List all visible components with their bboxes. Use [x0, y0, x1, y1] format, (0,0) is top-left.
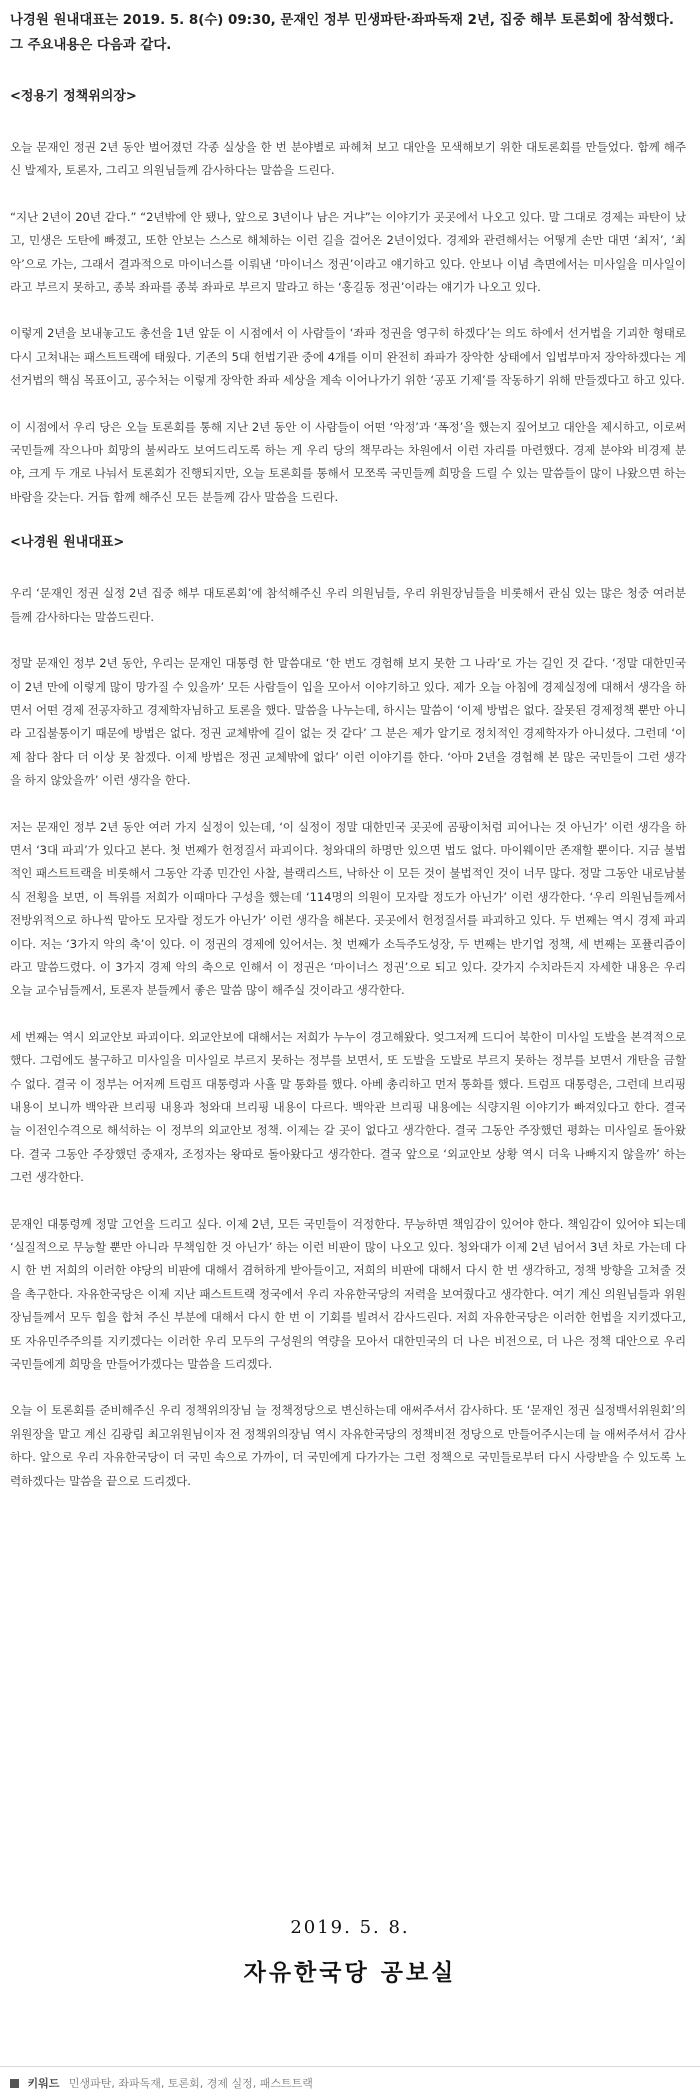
section-title: <정용기 정책위의장> — [10, 89, 137, 104]
paragraph: 세 번째는 역시 외교안보 파괴이다. 외교안보에 대해서는 저희가 누누이 경고해왔다. 엊그저께 드디어 북한이 미사일 도발을 본격적으로 했다. 그럼에도 불구하고 미사일을 미사일로 부르지 못하는 정부를 보면서, 또 도발을 도발로 부르지 못하는 정부를 보면서 개탄을 금할 수 없다. 결국 이 정부는 어저께 트럼프 대통령과 사흘 말 통화를 했다. 아베 총리하고 먼저 통화를 했다. 트럼프 대통령은, 그런데 브리핑 내용이 보니까 백악관 브리핑 내용과 청와대 브리핑 내용이 다르다. 백악관 브리핑 내용에는 식량지원 이야기가 빠져있다고 한다. 결국 늘 이전인수격으로 해석하는 이 정부의 외교안보 정책. 이제는 갈 곳이 없다고 생각한다. 결국 그동안 주장했던 평화는 미사일로 돌아왔다. 결국 그동안 주장했던 중재자, 조정자는 왕따로 돌아왔다고 생각한다. 결국 앞으로 ‘외교안보 상황 역시 더욱 나빠지지 않을까’ 하는 그런 생각한다. — [10, 1029, 686, 1185]
tag-icon — [10, 2079, 19, 2088]
paragraph: 정말 문재인 정부 2년 동안, 우리는 문재인 대통령 한 말씀대로 ‘한 번도 경험해 보지 못한 그 나라’로 가는 길인 것 같다. ‘정말 대한민국이 2년 만에 이렇게 많이 망가질 수 있을까’ 모든 사람들이 입을 모아서 이야기하고 있다. 제가 오늘 아침에 경제실정에 대해서 생각을 하면서 어떤 경제 전공자하고 경제학자님하고 토론을 했다. 말씀을 나누는데, 하시는 말씀이 ‘이제 방법은 없다. 잘못된 경제정책 뿐만 아니라 고집불통이기 때문에 방법은 없다. 정권 교체밖에 길이 없는 것 같다’ 그 분은 제가 알기로 정치적인 경제학자가 아니셨다. 그런데 ‘이제 참다 참다 더 이상 못 참겠다. 이제 방법은 정권 교체밖에 없다’ 이런 이야기를 한다. ‘아마 2년을 경험해 본 많은 국민들이 그런 생각을 하지 않았을까’ 이런 생각을 한다. — [10, 656, 686, 788]
paragraph: 문재인 대통령께 정말 고언을 드리고 싶다. 이제 2년, 모든 국민들이 걱정한다. 무능하면 책임감이 있어야 한다. 책임감이 있어야 되는데 ‘실질적으로 무능할 뿐만 아니라 무책임한 것 아닌가’ 하는 이런 비판이 많이 나오고 있다. 청와대가 이제 2년 넘어서 3년 차로 가는데 다시 한 번 저희의 이러한 야당의 비판에 대해서 겸허하게 받아들이고, 저희의 비판에 대해서 다시 한 번 생각하고, 정책 방향을 고쳐줄 것을 촉구한다. 자유한국당은 이제 지난 패스트트랙 정국에서 우리 자유한국당의 저력을 보여줬다고 생각한다. 여기 계신 의원님들과 위원장님들께서 모두 힘을 합쳐 주신 부분에 대해서 다시 한 번 이 기회를 빌려서 감사드린다. 저희 자유한국당은 이러한 헌법을 지키겠다고, 또 자유민주주의를 지키겠다는 이러한 우리 모두의 구성원의 역량을 모아서 대한민국의 더 나은 비전으로, 더 나은 정책 대안으로 우리 국민들에게 희망을 만들어가겠다는 말씀을 드리겠다. — [10, 1216, 686, 1372]
paragraph: 우리 ‘문재인 정권 실정 2년 집중 해부 대토론회’에 참석해주신 우리 의원님들, 우리 위원장님들을 비롯해서 관심 있는 많은 청중 여러분들께 감사하다는 말씀드린다. — [10, 586, 686, 624]
section-floor-leader — [10, 532, 686, 1493]
section-title: <나경원 원내대표> — [10, 535, 125, 551]
paragraph: 이렇게 2년을 보내놓고도 총선을 1년 앞둔 이 시점에서 이 사람들이 ‘좌파 정권을 영구히 하겠다’는 의도 하에서 선거법을 기괴한 형태로 다시 고쳐내는 패스트트랙에 태웠다. 기존의 5대 헌법기관 중에 4개를 이미 완전히 좌파가 장악한 상태에서 입법부마저 장악하겠다는 게 선거법의 핵심 목표이고, 공수처는 이렇게 장악한 좌파 세상을 계속 이어나가기 위한 ‘공포 기제’를 작동하기 위해 만들겠다고 하고 있다. — [10, 326, 686, 388]
paragraph: “지난 2년이 20년 같다.” “2년밖에 안 됐나, 앞으로 3년이나 남은 거냐”는 이야기가 곳곳에서 나오고 있다. 말 그대로 경제는 파탄이 났고, 민생은 도탄에 빠졌고, 또한 안보는 스스로 해체하는 이런 길을 걸어온 2년이었다. 경제와 관련해서는 어떻게 손만 대면 ‘최저’, ‘최악’으로 가는, 그래서 결과적으로 마이너스를 이뤄낸 ‘마이너스 정권’이라고 얘기하고 있다. 안보나 이념 측면에서는 미사일을 미사일이라고 부르지 못하고, 종북 좌파를 종북 좌파로 부르지 말라고 하는 ‘홍길동 정권’이라는 얘기가 나오고 있다. — [10, 209, 686, 295]
paragraph: 이 시점에서 우리 당은 오늘 토론회를 통해 지난 2년 동안 이 사람들이 어떤 ‘악정’과 ‘폭정’을 했는지 짚어보고 대안을 제시하고, 이로써 국민들께 작으나마 희망의 불씨라도 보여드리도록 하는 게 우리 당의 책무라는 차원에서 이런 자리를 마련했다. 경제 분야와 비경제 분야, 크게 두 개로 나눠서 토론회가 진행되지만, 오늘 토론회를 통해서 모쪼록 국민들께 희망을 드릴 수 있는 말씀들이 많이 나왔으면 하는 바람을 갖는다. 거듭 함께 해주신 모든 분들께 감사 말씀을 드린다. — [10, 419, 686, 504]
section-policy-chair — [10, 86, 686, 509]
keyword-label: 키워드 — [27, 2077, 60, 2090]
keyword-bar — [0, 2066, 700, 2100]
paragraph: 저는 문재인 정부 2년 동안 여러 가지 실정이 있는데, ‘이 실정이 정말 대한민국 곳곳에 곰팡이처럼 피어나는 것 아닌가’ 이런 생각을 하면서 ‘3대 파괴’가 있다고 본다. 첫 번째가 헌정질서 파괴이다. 청와대의 하명만 있으면 법도 없다. 마이웨이만 존재할 뿐이다. 지금 불법적인 패스트트랙을 비롯해서 그동안 각종 민간인 사찰, 블랙리스트, 낙하산 이 모든 것이 불법적인 것이 너무 많다. 정말 그동안 내로남불식 전횡을 보면, 이 특위를 저희가 이때마다 구성을 했는데 ‘114명의 의원이 모자랄 정도가 아닌가’ 이런 생각한다. ‘우리 의원님들께서 전방위적으로 하나씩 맡아도 모자랄 정도가 아닌가’ 이런 생각을 해본다. 곳곳에서 헌정질서를 파괴하고 있다. 두 번째는 역시 경제 파괴이다. 저는 ‘3가지 악의 축’이 있다. 이 정권의 경제에 있어서는. 첫 번째가 소득주도성장, 두 번째는 반기업 정책, 세 번째는 포퓰리즘이라고 말씀드렸다. 이 3가지 경제 악의 축으로 인해서 이 정권은 ‘마이너스 정권’으로 되고 있다. 갖가지 수치라든지 자세한 내용은 우리 오늘 교수님들께서, 토론자 분들께서 좋은 말씀 많이 해주실 것이라고 생각한다. — [10, 819, 686, 998]
intro-text: 나경원 원내대표는 2019. 5. 8(수) 09:30, 문재인 정부 민생파탄·좌파독재 2년, 집중 해부 토론회에 참석했다. 그 주요내용은 다음과 같다. — [10, 13, 674, 53]
paragraph: 오늘 문재인 정권 2년 동안 벌어졌던 각종 실상을 한 번 분야별로 파헤쳐 보고 대안을 모색해보기 위한 대토론회를 만들었다. 함께 해주신 발제자, 토론자, 그리고 의원님들께 감사하다는 말씀을 드린다. — [10, 140, 686, 178]
release-date: 2019. 5. 8. — [290, 1917, 410, 1938]
document-body — [10, 8, 686, 1516]
issuer-name: 자유한국당 공보실 — [243, 1960, 457, 1986]
keyword-list[interactable]: 민생파탄, 좌파독재, 토론회, 경제 실정, 패스트트랙 — [68, 2077, 313, 2090]
paragraph: 오늘 이 토론회를 준비해주신 우리 정책위의장님 늘 정책정당으로 변신하는데 애써주셔서 감사하다. 또 ‘문재인 정권 실정백서위원회’의 위원장을 맡고 계신 김광림 최고위원님이자 전 정책위의장님 역시 자유한국당의 정책비전 정당으로 만들어주시는데 늘 애써주셔서 감사하다. 앞으로 우리 자유한국당이 더 국민 속으로 가까이, 더 국민에게 다가가는 그런 정책으로 국민들로부터 다시 사랑받을 수 있도록 노력하겠다는 말씀을 끝으로 드리겠다. — [10, 1403, 686, 1488]
